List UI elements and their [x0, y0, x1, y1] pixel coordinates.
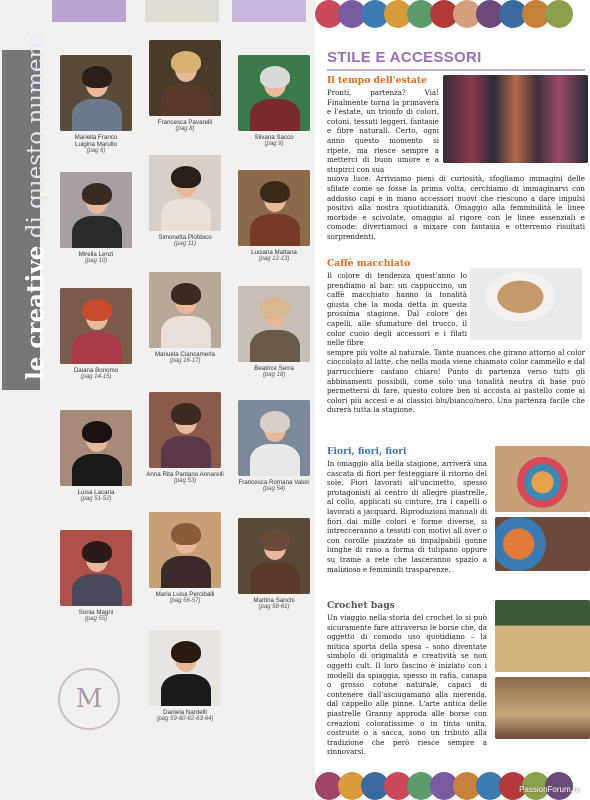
- contributor-page: (pag 8): [175, 126, 195, 132]
- contributor-name: Anna Rita Pantano Annarelli: [146, 471, 224, 478]
- contributor-page: (pag 18): [262, 372, 286, 378]
- sidebar-title: le creative di questo numero: [22, 33, 49, 380]
- contributor-card: [51, 172, 141, 265]
- sidebar-strip: [0, 0, 49, 800]
- contributor-photo: [149, 40, 221, 116]
- section-fiori: [327, 446, 585, 574]
- contributor-name: Sonia Magni: [78, 609, 114, 616]
- contributor-page: (pag 6): [86, 148, 106, 154]
- contributor-photo: [149, 272, 221, 348]
- section-text: Un viaggio nella storia del crochet lo si può sicuramente fare attraverso le borse che, da oggetto di comodo uso quotidiano – la mitica sporta della spesa – sono diventate simbolo di originalità e creatività se non oggetti cult. Il loro fascino è iniziato con i modelli da spiaggia, spesso in rafia, canapa o grosso cotone naturale, capaci di contenere dall'asciugamano alla merenda, dal cappello alle pinne. L'arte antica delle piastrelle Granny approda alle borse con creazioni coloratissime o in tinta unita, costruite o a sacca, sono un tributo alla tradizione che però riesce sempre a rinnovarsi.: [327, 613, 487, 757]
- contributor-photo: [60, 288, 132, 364]
- section-text: nuova luce. Arriviamo pieni di curiosità, sfogliamo immagini delle sfilate come se fosse la prima volta, cerchiamo di immaginarvi con addosso capi e in mano accessori nuovi che riescono a dare impulsi positivi alla nostra quotidianità. Omaggio alla femminilità le linee morbide e scivolate, omaggio al rigore con le linee essenziali e comode: divertiamoci a mixare con fantasia e otterremo risultati sorprendenti.: [327, 174, 585, 241]
- contributor-card: [140, 512, 230, 605]
- top-color-tab: [232, 0, 306, 22]
- contributor-page: (pag 12-13): [258, 256, 290, 262]
- contributor-name: Manuela Ciancamerla: [154, 351, 216, 358]
- magazine-logo: M: [58, 668, 120, 730]
- contributor-name: Martina Sanchi: [253, 597, 295, 604]
- contributor-page: (pag 14-15): [80, 374, 112, 380]
- section-title: Il tempo dell'estate: [327, 75, 427, 86]
- section-text: sempre più volte al naturale. Tante nuances che girano attorno al color cioccolato al latte, che nella moda viene chiamato color cammello e dal parrucchiere castano chiaro! Punto di partenza verso tutti gli abbinamenti possibili, come solo una tonalità neutra di base può permettersi di fare, questo colore ben si accosta ai pastello come ai colori più accesi e ai classici blu/bianco/nero. Una partenza facile che durerà tutta la stagione.: [327, 347, 585, 415]
- contributor-photo: [238, 286, 310, 362]
- top-color-tab: [52, 0, 126, 22]
- contributor-photo: [60, 55, 132, 131]
- contributor-page: (pag 51-52): [80, 496, 112, 502]
- contributor-page: (pag 54): [262, 486, 286, 492]
- contributor-page: (pag 9): [264, 141, 284, 147]
- contributor-page: (pag 16-17): [169, 358, 201, 364]
- contributor-photo: [60, 172, 132, 248]
- contributor-name: Maria Luisa Perciballi: [155, 591, 215, 598]
- contributor-photo: [238, 170, 310, 246]
- contributor-page: (pag 59-60-62-63-64): [156, 716, 214, 722]
- contributor-photo: [60, 410, 132, 486]
- contributor-name: Silvana Sacco: [254, 134, 294, 141]
- section-text-start: Pronti, partenza? Via! Finalmente torna la primavera e l'estate, un trionfo di colori, cotoni, tessuti leggeri, fantasie e fibre naturali. Certo, ogni anno questo momento si ripete, ma riesce sempre a metterci di buon umore e a stupirci con sua: [327, 88, 439, 174]
- contributor-photo: [149, 392, 221, 468]
- contributor-card: [140, 272, 230, 365]
- contributor-name: Mirella Lenzi: [78, 251, 114, 258]
- section-caffe: [327, 258, 585, 415]
- contributor-card: [51, 530, 141, 623]
- heading-divider: [327, 69, 585, 71]
- contributor-page: (pag 10): [84, 258, 108, 264]
- section-title: Fiori, fiori, fiori: [327, 446, 407, 457]
- contributor-name: Francesca Pavarelli: [157, 119, 213, 126]
- contributor-name: Beatrice Serra: [254, 365, 294, 372]
- contributor-name: Luciana Mattana: [251, 249, 297, 256]
- contributor-name: Simonetta Piobbico: [158, 234, 212, 241]
- contributor-card: [229, 518, 319, 611]
- contributor-name: Daiana Bonomo: [73, 367, 119, 374]
- contributor-page: (pag 58-61): [258, 604, 290, 610]
- contributor-card: [229, 170, 319, 263]
- contributor-photo: [149, 155, 221, 231]
- contributor-card: [140, 155, 230, 248]
- contributor-name: Mariella Franco Luigina Marullo: [74, 134, 118, 148]
- yarn-banner-top: [315, 0, 590, 28]
- contributor-photo: [149, 512, 221, 588]
- section-crochet: [327, 600, 585, 757]
- contributor-card: [229, 286, 319, 379]
- section-estate: [327, 75, 585, 242]
- contributor-photo: [238, 518, 310, 594]
- contributor-card: [229, 55, 319, 148]
- contributor-card: [51, 410, 141, 503]
- contributor-photo: [60, 530, 132, 606]
- top-color-tab: [145, 0, 219, 22]
- contributor-name: Daniela Nardelli: [163, 709, 207, 716]
- contributor-name: Luisa Lacaria: [77, 489, 115, 496]
- article-heading: STILE E ACCESSORI: [327, 49, 482, 66]
- contributor-card: [140, 630, 230, 723]
- contributor-name: Francesca Romana Valori: [238, 479, 310, 486]
- contributor-photo: [238, 55, 310, 131]
- footer-watermark: PassionForum.ru: [519, 785, 580, 794]
- contributor-photo: [238, 400, 310, 476]
- section-text-start: Il colore di tendenza quest'anno lo prendiamo al bar: un cappuccino, un caffè macchiato hanno la tonalità giusta che la moda detta in questa prossima stagione. Dal colore dei capelli, alle sfumature del trucco, il color cuoio degli accessori e i filati nelle fibre: [327, 271, 467, 348]
- section-title: Caffè macchiato: [327, 258, 411, 269]
- contributor-page: (pag 53): [173, 478, 197, 484]
- contributor-card: [51, 288, 141, 381]
- section-text: In omaggio alla bella stagione, arriverà una cascata di fiori per festeggiare il ritorno del sole. Fiori lavorati all'uncinetto, spesso protagonisti al centro di allegre piastrelle, al collo, applicati su cinture, tra i capelli o lavorati a jacquard. Riproduzioni manuali di fiori dai mille colori e forme diverse, si intrecceranno a tessuti con motivi all over o con corolle piazzate su impalpabili gonne lunghe di raso a forma di tulipano oppure su trame a rete che lasceranno spazio a malizioso e femminili trasparenze.: [327, 459, 487, 574]
- contributor-photo: [149, 630, 221, 706]
- contributor-page: (pag 56-57): [169, 598, 201, 604]
- contributor-card: [51, 55, 141, 155]
- contributor-page: (pag 55): [84, 616, 108, 622]
- contributor-page: (pag 11): [174, 241, 196, 247]
- contributor-card: [140, 40, 230, 133]
- contributor-card: [140, 392, 230, 485]
- article-column: [315, 0, 590, 800]
- contributor-card: [229, 400, 319, 493]
- section-title: Crochet bags: [327, 600, 395, 611]
